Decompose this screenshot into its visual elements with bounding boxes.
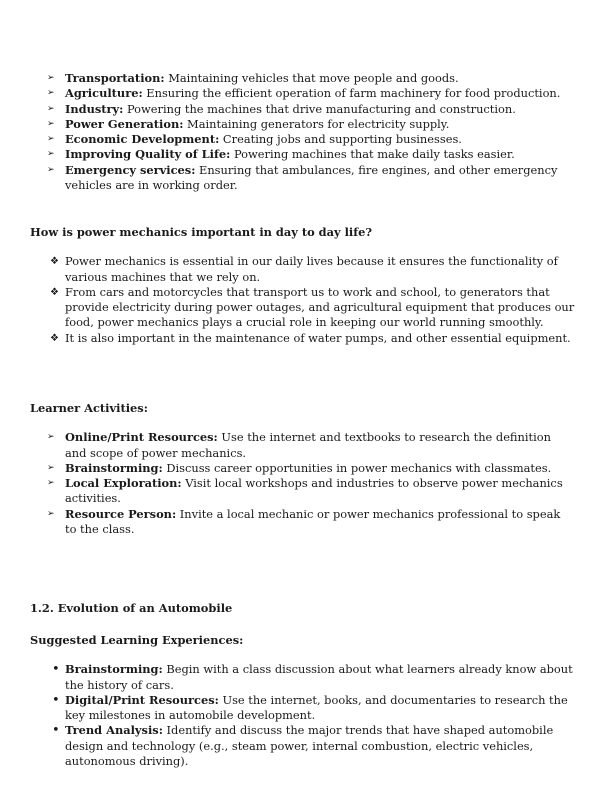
item-term: Resource Person: <box>65 506 177 521</box>
importance-heading: How is power mechanics important in day to day life? <box>30 225 373 239</box>
item-text: Discuss career opportunities in power mechanics with classmates. <box>162 460 552 475</box>
arrow-bullet-icon: ➢ <box>47 478 55 489</box>
importance-section <box>30 225 575 346</box>
item-term: Industry: <box>65 101 124 116</box>
item-term: Transportation: <box>65 71 165 85</box>
item-term: Economic Development: <box>65 132 220 147</box>
item-text: It is also important in the maintenance of water pumps, and other essential equipment. <box>65 330 571 345</box>
item-term: Improving Quality of Life: <box>65 147 231 162</box>
item-text: From cars and motorcycles that transport us to work and school, to generators that provide electricity during power outages, and agricultural equipment that produces our food, power mechanics plays a crucial role in keeping our world running smoothly. <box>65 284 575 330</box>
diamond-bullet-icon: ❖ <box>50 256 59 268</box>
item-text: Powering machines that make daily tasks easier. <box>230 147 515 162</box>
item-text: Creating jobs and supporting businesses. <box>219 132 462 147</box>
section-title-block <box>30 601 575 616</box>
item-text: Begin with a class discussion about what learners already know about the history of cars. <box>65 662 573 692</box>
list-item <box>30 117 575 132</box>
list-item <box>30 102 575 117</box>
list-item <box>30 254 575 285</box>
item-term: Agriculture: <box>65 86 143 101</box>
list-item <box>30 86 575 101</box>
item-text: Powering the machines that drive manufacturing and construction. <box>123 101 516 116</box>
learner-section <box>30 401 575 537</box>
item-text: Identify and discuss the major trends that have shaped automobile design and technology (e.g., steam power, internal combustion, electric vehicles, autonomous driving). <box>65 723 554 769</box>
arrow-bullet-icon: ➢ <box>47 118 55 129</box>
list-item <box>30 476 575 507</box>
item-text: Ensuring the efficient operation of farm machinery for food production. <box>142 86 561 101</box>
arrow-bullet-icon: ➢ <box>47 462 55 473</box>
list-item <box>30 331 575 346</box>
dot-bullet-icon: • <box>52 662 60 678</box>
item-text: Maintaining vehicles that move people and goods. <box>164 71 459 85</box>
list-item <box>30 430 575 461</box>
list-item <box>30 507 575 538</box>
list-item <box>30 71 575 86</box>
diamond-bullet-icon: ❖ <box>50 286 59 298</box>
item-term: Brainstorming: <box>65 662 163 677</box>
scope-list <box>30 71 575 193</box>
item-term: Trend Analysis: <box>65 723 163 738</box>
item-term: Power Generation: <box>65 116 184 131</box>
arrow-bullet-icon: ➢ <box>47 103 55 114</box>
list-item <box>30 461 575 476</box>
list-item <box>30 132 575 147</box>
arrow-bullet-icon: ➢ <box>47 432 55 443</box>
diamond-bullet-icon: ❖ <box>50 332 59 344</box>
item-text: Power mechanics is essential in our daily lives because it ensures the functionality of various machines that we rely on. <box>65 254 558 284</box>
item-text: Visit local workshops and industries to observe power mechanics activities. <box>65 476 563 506</box>
arrow-bullet-icon: ➢ <box>47 508 55 519</box>
item-term: Digital/Print Resources: <box>65 692 219 707</box>
list-item <box>30 147 575 162</box>
suggested-section <box>30 633 575 769</box>
item-text: Ensuring that ambulances, fire engines, and other emergency vehicles are in working order. <box>65 162 558 193</box>
dot-bullet-icon: • <box>52 692 60 708</box>
arrow-bullet-icon: ➢ <box>47 164 55 175</box>
item-term: Emergency services: <box>65 162 196 177</box>
arrow-bullet-icon: ➢ <box>47 73 55 83</box>
arrow-bullet-icon: ➢ <box>47 88 55 99</box>
arrow-bullet-icon: ➢ <box>47 149 55 160</box>
learner-heading: Learner Activities: <box>30 401 148 415</box>
section-title: 1.2. Evolution of an Automobile <box>30 601 233 615</box>
item-text: Use the internet and textbooks to research the definition and scope of power mechanics. <box>65 430 551 460</box>
suggested-heading: Suggested Learning Experiences: <box>30 633 244 647</box>
list-item <box>30 662 575 693</box>
list-item <box>30 163 575 194</box>
list-item <box>30 723 575 769</box>
arrow-bullet-icon: ➢ <box>47 134 55 145</box>
item-text: Use the internet, books, and documentaries to research the key milestones in automobile development. <box>65 692 568 723</box>
item-text: Invite a local mechanic or power mechanics professional to speak to the class. <box>65 506 561 537</box>
item-term: Online/Print Resources: <box>65 430 218 445</box>
item-term: Brainstorming: <box>65 460 163 475</box>
item-term: Local Exploration: <box>65 476 182 491</box>
list-item <box>30 285 575 331</box>
list-item <box>30 693 575 724</box>
dot-bullet-icon: • <box>52 723 60 739</box>
item-text: Maintaining generators for electricity supply. <box>183 116 450 131</box>
